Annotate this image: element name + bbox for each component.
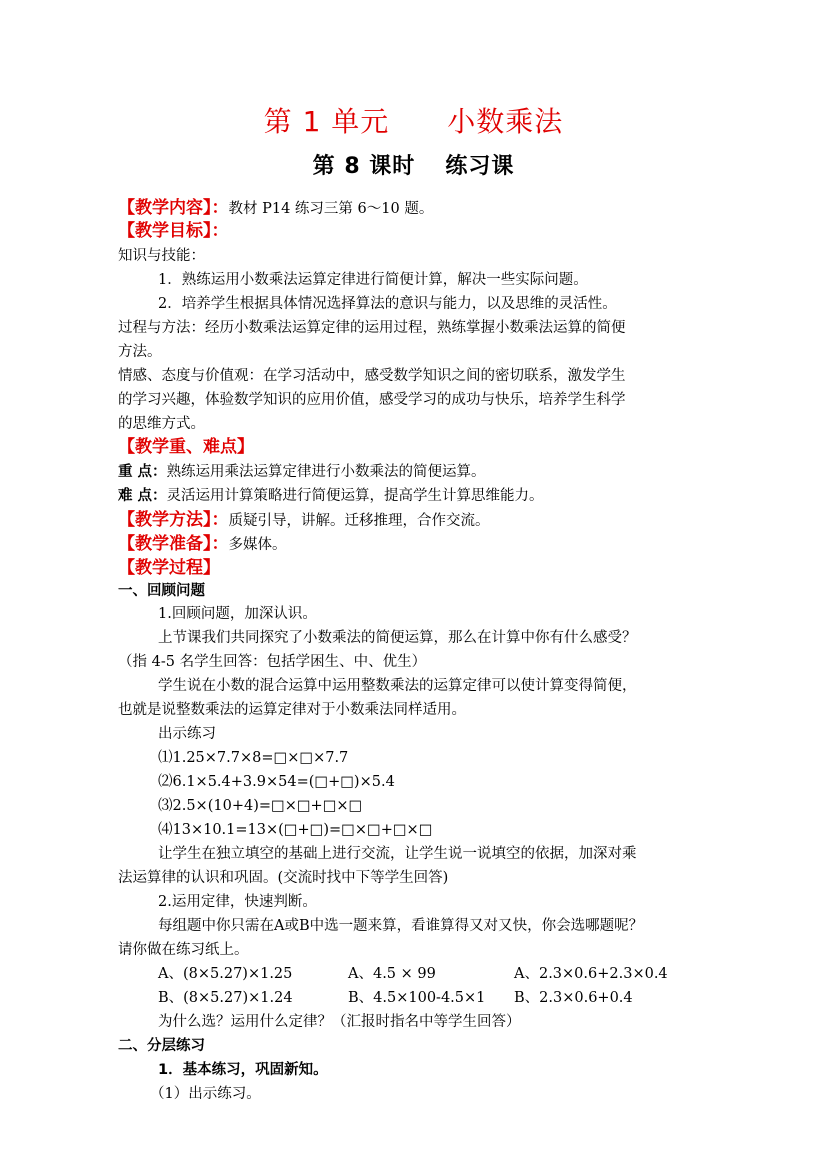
section-1-paragraph-3b: 也就是说整数乘法的运算定律对于小数乘法同样适用。 xyxy=(118,702,466,718)
goals-heading xyxy=(118,221,229,242)
option-b-1: B、(8×5.27)×1.24 xyxy=(158,990,293,1006)
prep-line xyxy=(118,534,287,555)
knowledge-label: 知识与技能： xyxy=(118,248,205,264)
option-b-2: B、4.5×100-4.5×1 xyxy=(348,990,486,1006)
section-1-paragraph-2a: 上节课我们共同探究了小数乘法的简便运算，那么在计算中你有什么感受？ xyxy=(158,630,637,646)
exercise-4: ⑷13×10.1=13×(□+□)=□×□+□×□ xyxy=(158,822,433,838)
exercise-1: ⑴1.25×7.7×8=□×□×7.7 xyxy=(158,750,349,766)
knowledge-item-1: 1．熟练运用小数乘法运算定律进行简便计算，解决一些实际问题。 xyxy=(158,272,588,288)
difficulty-label: 难 点： xyxy=(118,488,167,504)
process-goal-line-2: 方法。 xyxy=(118,344,162,360)
process-goal-line-1: 过程与方法：经历小数乘法运算定律的运用过程，熟练掌握小数乘法运算的简便 xyxy=(118,320,626,336)
option-a-3: A、2.3×0.6+2.3×0.4 xyxy=(514,966,668,982)
knowledge-item-2: 2．培养学生根据具体情况选择算法的意识与能力，以及思维的灵活性。 xyxy=(158,296,617,312)
exercise-3: ⑶2.5×(10+4)=□×□+□×□ xyxy=(158,798,363,814)
key-point-label: 重 点： xyxy=(118,464,167,480)
option-a-2: A、4.5 × 99 xyxy=(348,966,436,982)
process-label: 【教学过程】 xyxy=(118,558,220,578)
method-line xyxy=(118,510,490,531)
process-heading xyxy=(118,558,220,579)
prep-text: 多媒体。 xyxy=(228,537,287,553)
difficulty-text: 灵活运用计算策略进行简便运算，提高学生计算思维能力。 xyxy=(166,488,544,504)
keypoints-heading xyxy=(118,437,254,458)
difficulty-line xyxy=(118,486,544,506)
option-b-3: B、2.3×0.6+0.4 xyxy=(514,990,633,1006)
unit-number: 第 1 单元 xyxy=(263,105,390,138)
section-2-step-1-sub: （1）出示练习。 xyxy=(150,1086,261,1102)
section-2-title: 二、分层练习 xyxy=(118,1038,205,1054)
section-1-paragraph-5a: 让学生在独立填空的基础上进行交流，让学生说一说填空的依据，加深对乘 xyxy=(158,846,637,862)
content-line xyxy=(118,198,433,219)
lesson-type: 练习课 xyxy=(445,154,515,179)
content-label: 【教学内容】： xyxy=(118,198,229,218)
section-1-step-1: 1.回顾问题，加深认识。 xyxy=(158,606,317,622)
option-row-a xyxy=(158,964,668,984)
method-label: 【教学方法】： xyxy=(118,510,229,530)
keypoints-label: 【教学重、难点】 xyxy=(118,437,254,457)
goals-label: 【教学目标】： xyxy=(118,221,229,241)
section-1-step-2: 2.运用定律，快速判断。 xyxy=(158,894,317,910)
key-point-text: 熟练运用乘法运算定律进行小数乘法的简便运算。 xyxy=(166,464,486,480)
prep-label: 【教学准备】： xyxy=(118,534,229,554)
lesson-title xyxy=(0,153,827,181)
section-1-title: 一、回顾问题 xyxy=(118,583,205,599)
section-2-step-1: 1．基本练习，巩固新知。 xyxy=(158,1062,328,1078)
unit-title xyxy=(0,104,827,140)
lesson-number: 第 8 课时 xyxy=(312,154,416,179)
section-1-paragraph-3a: 学生说在小数的混合运算中运用整数乘法的运算定律可以使计算变得简便， xyxy=(158,678,637,694)
section-1-paragraph-7b: 请你做在练习纸上。 xyxy=(118,942,249,958)
option-row-b xyxy=(158,988,633,1008)
content-text: 教材 P14 练习三第 6～10 题。 xyxy=(228,201,434,217)
option-a-1: A、(8×5.27)×1.25 xyxy=(158,966,293,982)
section-1-paragraph-8: 为什么选？运用什么定律？（汇报时指名中等学生回答） xyxy=(158,1014,521,1030)
method-text: 质疑引导，讲解。迁移推理，合作交流。 xyxy=(228,513,490,529)
section-1-paragraph-2b: （指 4-5 名学生回答：包括学困生、中、优生） xyxy=(118,654,427,670)
exercise-intro: 出示练习 xyxy=(158,726,216,742)
emotion-goal-line-3: 的思维方式。 xyxy=(118,416,205,432)
exercise-2: ⑵6.1×5.4+3.9×54=(□+□)×5.4 xyxy=(158,774,395,790)
emotion-goal-line-1: 情感、态度与价值观：在学习活动中，感受数学知识之间的密切联系，激发学生 xyxy=(118,368,626,384)
emotion-goal-line-2: 的学习兴趣，体验数学知识的应用价值，感受学习的成功与快乐，培养学生科学 xyxy=(118,392,626,408)
section-1-paragraph-5b: 法运算律的认识和巩固。(交流时找中下等学生回答) xyxy=(118,870,449,886)
unit-topic: 小数乘法 xyxy=(447,105,564,138)
key-point-line xyxy=(118,462,486,482)
section-1-paragraph-7a: 每组题中你只需在A或B中选一题来算，看谁算得又对又快，你会选哪题呢？ xyxy=(158,918,644,934)
